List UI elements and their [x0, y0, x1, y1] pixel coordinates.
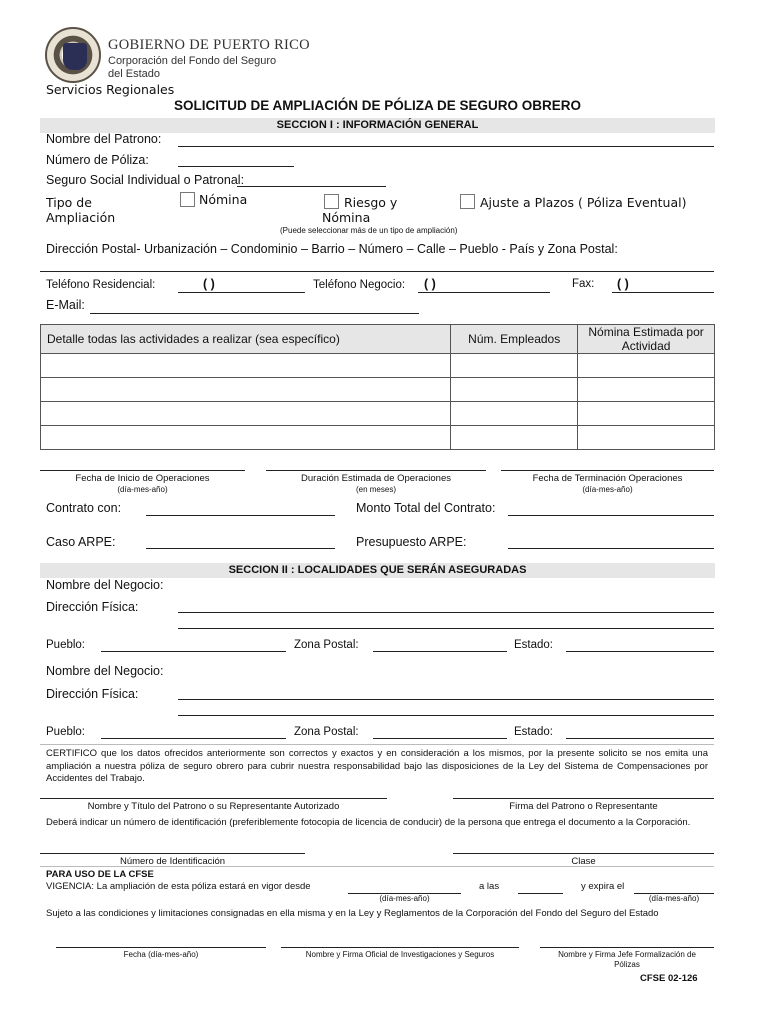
firma-label: Firma del Patrono o Representante: [509, 801, 658, 812]
form-title: SOLICITUD DE AMPLIACIÓN DE PÓLIZA DE SEGURO OBRERO: [173, 98, 582, 113]
seguro-social-field[interactable]: [237, 186, 386, 187]
cell[interactable]: [41, 354, 451, 378]
fax-field[interactable]: [612, 292, 714, 293]
col-empleados: Núm. Empleados: [451, 325, 578, 354]
col-nomina-line2: Actividad: [621, 339, 671, 353]
riesgo-label-2: Nómina: [322, 210, 371, 225]
tipo-note: (Puede seleccionar más de un tipo de ampliación): [280, 226, 458, 235]
form-code: CFSE 02-126: [640, 973, 698, 984]
monto-label: Monto Total del Contrato:: [356, 501, 496, 515]
corp-name-2: del Estado: [108, 68, 160, 80]
tel-neg-label: Teléfono Negocio:: [313, 279, 406, 291]
fax-paren: ( ): [617, 277, 629, 291]
alas-label: a las: [479, 881, 500, 892]
expira-sub: (día-mes-año): [648, 894, 700, 903]
oficial-label: Nombre y Firma Oficial de Investigaciones y Seguros: [305, 950, 495, 959]
zona-label-1: Zona Postal:: [294, 639, 359, 651]
presupuesto-label: Presupuesto ARPE:: [356, 535, 467, 549]
jefe-label-1: Nombre y Firma Jefe Formalización de: [558, 950, 696, 959]
table-row: [41, 426, 715, 450]
duracion-label: Duración Estimada de Operaciones: [301, 473, 451, 484]
table-row: [41, 354, 715, 378]
fecha-termino-field[interactable]: [501, 470, 714, 471]
duracion-sub: (en meses): [355, 485, 396, 494]
num-id-field[interactable]: [40, 853, 305, 854]
fecha-termino-sub: (día-mes-año): [582, 485, 633, 494]
fax-label: Fax:: [572, 278, 595, 290]
zona-field-1[interactable]: [373, 651, 507, 652]
cell[interactable]: [451, 354, 578, 378]
cert-text: CERTIFICO que los datos ofrecidos anteriormente son correctos y exactos y en consideración a los mismos, por la presente solicito se nos emita una ampliación a nuestra póliza de seguro obrero para cubrir nuestra responsabilidad bajo las disposiciones de la Ley del Sistema de Compensaciones por Accidentes del Trabajo.: [46, 748, 708, 784]
zona-label-2: Zona Postal:: [294, 726, 359, 738]
poliza-label: Número de Póliza:: [46, 153, 149, 167]
riesgo-checkbox[interactable]: [324, 194, 339, 209]
negocio-label-2: Nombre del Negocio:: [46, 664, 164, 678]
ajuste-checkbox[interactable]: [460, 194, 475, 209]
fecha-inicio-sub: (día-mes-año): [117, 485, 168, 494]
tel-res-paren: ( ): [203, 277, 215, 291]
pueblo-label-1: Pueblo:: [46, 639, 86, 651]
cfse-uso-title: PARA USO DE LA CFSE: [46, 869, 154, 880]
fecha-termino-label: Fecha de Terminación Operaciones: [532, 473, 683, 484]
cell[interactable]: [451, 378, 578, 402]
clase-field[interactable]: [453, 853, 714, 854]
alas-field[interactable]: [518, 893, 563, 894]
ajuste-label: Ajuste a Plazos ( Póliza Eventual): [480, 195, 687, 210]
fecha-label: Fecha (día-mes-año): [123, 950, 199, 959]
section-2-title: SECCION II : LOCALIDADES QUE SERÁN ASEGURADAS: [40, 563, 715, 578]
activities-table: [40, 324, 715, 450]
nombre-titulo-field[interactable]: [40, 798, 387, 799]
cert-separator: [40, 744, 714, 745]
col-nomina-line1: Nómina Estimada por: [588, 325, 704, 339]
direccion-fisica-field-1b[interactable]: [178, 628, 714, 629]
cfse-separator: [40, 866, 714, 867]
direccion-fisica-label-2: Dirección Física:: [46, 687, 139, 701]
direccion-fisica-field-2a[interactable]: [178, 699, 714, 700]
vigencia-desde-sub: (día-mes-año): [379, 894, 430, 903]
table-header-row: [41, 325, 715, 354]
servicios-regionales: Servicios Regionales: [46, 82, 175, 97]
seal-logo: [45, 27, 101, 83]
estado-label-1: Estado:: [514, 639, 553, 651]
fecha-field[interactable]: [56, 947, 266, 948]
clase-label: Clase: [571, 856, 596, 867]
jefe-label-2: Pólizas: [614, 960, 640, 969]
direccion-fisica-label-1: Dirección Física:: [46, 600, 139, 614]
col-nomina: [578, 325, 715, 354]
gov-name: GOBIERNO DE PUERTO RICO: [108, 37, 310, 53]
poliza-field[interactable]: [178, 166, 294, 167]
tipo-label-1: Tipo de: [46, 195, 92, 210]
duracion-field[interactable]: [266, 470, 486, 471]
tel-neg-field[interactable]: [418, 292, 550, 293]
patrono-field[interactable]: [178, 146, 714, 147]
num-id-label: Número de Identificación: [119, 856, 226, 867]
cell[interactable]: [41, 378, 451, 402]
table-row: [41, 378, 715, 402]
arpe-label: Caso ARPE:: [46, 535, 116, 549]
fecha-inicio-field[interactable]: [40, 470, 245, 471]
firma-field[interactable]: [453, 798, 714, 799]
cell[interactable]: [578, 354, 715, 378]
tel-res-label: Teléfono Residencial:: [46, 279, 156, 291]
cell[interactable]: [41, 402, 451, 426]
cell[interactable]: [451, 426, 578, 450]
corp-name-1: Corporación del Fondo del Seguro: [108, 55, 277, 67]
nomina-checkbox[interactable]: [180, 192, 195, 207]
estado-field-1[interactable]: [566, 651, 714, 652]
col-actividades: Detalle todas las actividades a realizar (sea específico): [41, 325, 451, 354]
fecha-inicio-label: Fecha de Inicio de Operaciones: [75, 473, 210, 484]
pueblo-field-2[interactable]: [101, 738, 286, 739]
cell[interactable]: [451, 402, 578, 426]
shield-icon: [63, 43, 87, 70]
tel-neg-paren: ( ): [424, 277, 436, 291]
cell[interactable]: [578, 378, 715, 402]
expira-label: y expira el: [581, 881, 625, 892]
negocio-label-1: Nombre del Negocio:: [46, 578, 164, 592]
sujeto-text: Sujeto a las condiciones y limitaciones consignadas en ella misma y en la Ley y Reglamentos de la Corporación del Fondo del Seguro del Estado: [46, 908, 659, 919]
direccion-fisica-field-2b[interactable]: [178, 715, 714, 716]
monto-field[interactable]: [508, 515, 714, 516]
cell[interactable]: [41, 426, 451, 450]
tel-res-field[interactable]: [178, 292, 305, 293]
email-field[interactable]: [90, 313, 419, 314]
contrato-field[interactable]: [146, 515, 335, 516]
nombre-titulo-label: Nombre y Título del Patrono o su Representante Autorizado: [87, 801, 340, 812]
direccion-postal-label: Dirección Postal- Urbanización – Condominio – Barrio – Número – Calle – Pueblo - País y Zona Postal:: [46, 242, 618, 256]
oficial-field[interactable]: [281, 947, 519, 948]
jefe-field[interactable]: [540, 947, 714, 948]
section-1-title: SECCION I : INFORMACIÓN GENERAL: [40, 118, 715, 133]
estado-field-2[interactable]: [566, 738, 714, 739]
direccion-fisica-field-1a[interactable]: [178, 612, 714, 613]
vigencia-text: VIGENCIA: La ampliación de esta póliza estará en vigor desde: [46, 881, 311, 892]
presupuesto-field[interactable]: [508, 548, 714, 549]
pueblo-field-1[interactable]: [101, 651, 286, 652]
arpe-field[interactable]: [146, 548, 335, 549]
zona-field-2[interactable]: [373, 738, 507, 739]
direccion-postal-field[interactable]: [40, 271, 714, 272]
email-label: E-Mail:: [46, 298, 85, 312]
cell[interactable]: [578, 402, 715, 426]
cell[interactable]: [578, 426, 715, 450]
patrono-label: Nombre del Patrono:: [46, 132, 162, 146]
nomina-label: Nómina: [199, 192, 248, 207]
contrato-label: Contrato con:: [46, 501, 122, 515]
indicar-text: Deberá indicar un número de identificación (preferiblemente fotocopia de licencia de conducir) de la persona que entrega el documento a la Corporación.: [46, 817, 691, 828]
tipo-label-2: Ampliación: [46, 210, 116, 225]
seguro-social-label: Seguro Social Individual o Patronal:: [46, 173, 245, 187]
table-row: [41, 402, 715, 426]
riesgo-label-1: Riesgo y: [344, 195, 398, 210]
estado-label-2: Estado:: [514, 726, 553, 738]
pueblo-label-2: Pueblo:: [46, 726, 86, 738]
